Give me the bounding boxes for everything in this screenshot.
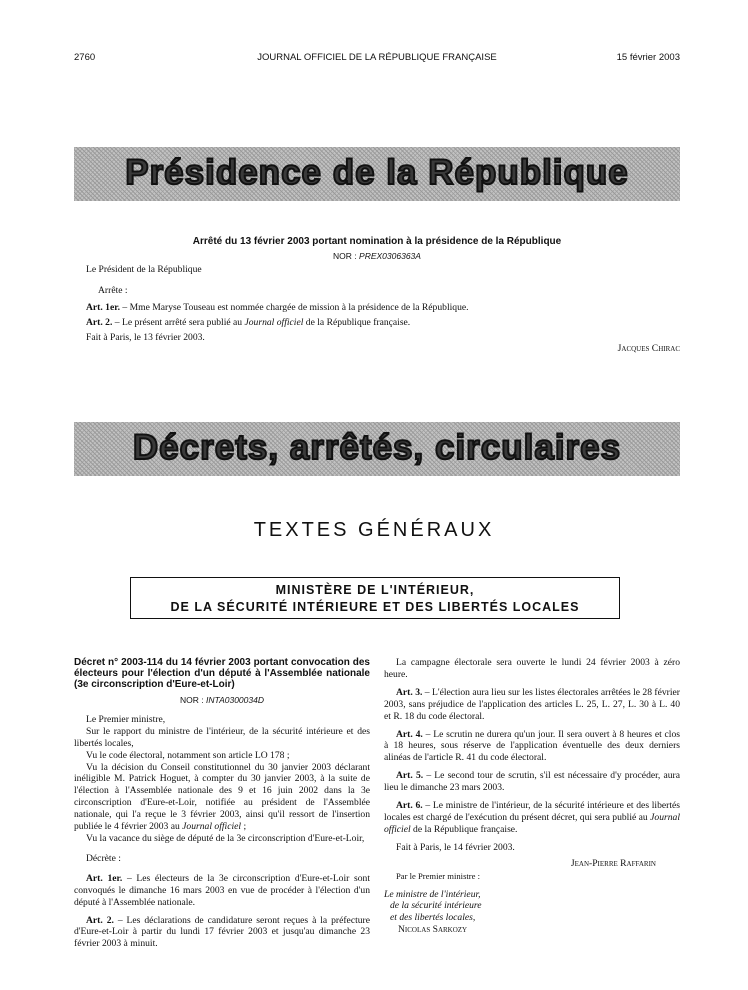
- arrete-done: Fait à Paris, le 13 février 2003.: [86, 332, 205, 343]
- arrete-word: Arrête :: [98, 285, 128, 296]
- journal-title: JOURNAL OFFICIEL DE LA RÉPUBLIQUE FRANÇAISE: [257, 52, 497, 63]
- decret-article-4: Art. 4. – Le scrutin ne durera qu'un jour. Il sera ouvert à 8 heures et clos à 18 heures, sous réserve de l'application éventuelle des deux derniers alinéas de l'article R. 41 du code électoral.: [384, 728, 681, 764]
- issue-date: 15 février 2003: [616, 52, 680, 63]
- decret-p1: Le Premier ministre,: [86, 713, 166, 725]
- ministry-line-1: MINISTÈRE DE L'INTÉRIEUR,: [275, 583, 475, 597]
- decret-right-column: [384, 657, 680, 936]
- decret-minister-signature: Nicolas Sarkozy: [398, 924, 468, 936]
- decret-nor: NOR : INTA0300034D: [180, 695, 264, 705]
- decret-decrete: Décrète :: [86, 852, 121, 864]
- ministry-line-2: DE LA SÉCURITÉ INTÉRIEURE ET DES LIBERTÉS LOCALES: [170, 600, 580, 614]
- decret-p5: Vu la vacance du siège de député de la 3e circonscription d'Eure-et-Loir,: [86, 832, 365, 844]
- decret-left-column: [74, 657, 370, 950]
- banner-decrets-text: Décrets, arrêtés, circulaires: [132, 428, 622, 468]
- arrete-title: Arrêté du 13 février 2003 portant nomination à la présidence de la République: [192, 236, 562, 247]
- decret-minister-line-3: et des libertés locales,: [390, 912, 476, 924]
- decret-article-6: Art. 6. – Le ministre de l'intérieur, de la sécurité intérieure et des libertés locales est chargé de l'exécution du présent décret, qui sera publié au Journal officiel de la République française.: [384, 800, 680, 835]
- decret-article-2: Art. 2. – Les déclarations de candidature seront reçues à la préfecture d'Eure-et-Loir à partir du lundi 17 février 2003 et jusqu'au dimanche 23 février 2003 à minuit.: [74, 914, 370, 950]
- decret-minister-line-1: Le ministre de l'intérieur,: [384, 888, 481, 900]
- arrete-intro: Le Président de la République: [86, 264, 202, 275]
- ministry-box: [130, 577, 620, 619]
- arrete-signature: Jacques Chirac: [617, 343, 680, 354]
- decret-minister-line-2: de la sécurité intérieure: [390, 900, 482, 912]
- decret-campaign: La campagne électorale sera ouverte le lundi 24 février 2003 à zéro heure.: [384, 657, 680, 680]
- arrete-nor-value: PREX0306363A: [359, 251, 421, 261]
- decret-p4: Vu la décision du Conseil constitutionnel du 30 janvier 2003 déclarant inéligible M. Patrick Hoguet, à compter du 30 janvier 2003, à la suite de l'élection à l'Assemblée nationale des 9 et 16 juin 2002 dans la 3e circonscription d'Eure-et-Loir, notifiée au président de l'Assemblée nationale, qui l'a reçue le 3 février 2003, ainsi qu'il ressort de l'insertion publiée le 4 février 2003 au Journal officiel ;: [74, 761, 370, 833]
- page-number: 2760: [74, 52, 96, 63]
- banner-presidence: [74, 147, 680, 201]
- banner-decrets: [74, 422, 680, 476]
- decret-signature: Jean-Pierre Raffarin: [570, 857, 656, 869]
- decret-article-5: Art. 5. – Le second tour de scrutin, s'il est nécessaire d'y procéder, aura lieu le dimanche 23 mars 2003.: [384, 770, 681, 794]
- decret-nor-value: INTA0300034D: [206, 695, 264, 705]
- decret-par-premier-ministre: Par le Premier ministre :: [396, 870, 481, 881]
- decret-article-1: Art. 1er. – Les électeurs de la 3e circonscription d'Eure-et-Loir sont convoqués le dimanche 16 mars 2003 en vue de procéder à l'élection d'un député à l'Assemblée nationale.: [74, 872, 370, 908]
- decret-p3: Vu le code électoral, notamment son article LO 178 ;: [86, 749, 290, 761]
- banner-presidence-text: Présidence de la République: [125, 153, 629, 193]
- decret-done: Fait à Paris, le 14 février 2003.: [396, 841, 515, 853]
- decret-article-3: Art. 3. – L'élection aura lieu sur les listes électorales arrêtées le 28 février 2003, sans préjudice de l'application des articles L. 25, L. 27, L. 30 à L. 40 et R. 18 du code électoral.: [384, 686, 680, 722]
- decret-title: Décret n° 2003-114 du 14 février 2003 portant convocation des électeurs pour l'élection d'un député à l'Assemblée nationale (3e circonscription d'Eure-et-Loir): [74, 657, 370, 690]
- arrete-nor: NOR : PREX0306363A: [333, 251, 421, 261]
- decret-p2: Sur le rapport du ministre de l'intérieur, de la sécurité intérieure et des libertés locales,: [74, 725, 370, 749]
- arrete-article-2: Art. 2. – Le présent arrêté sera publié au Journal officiel de la République française.: [86, 317, 411, 328]
- arrete-article-1: Art. 1er. – Mme Maryse Touseau est nommée chargée de mission à la présidence de la République.: [86, 302, 469, 313]
- section-title: TEXTES GÉNÉRAUX: [253, 519, 495, 541]
